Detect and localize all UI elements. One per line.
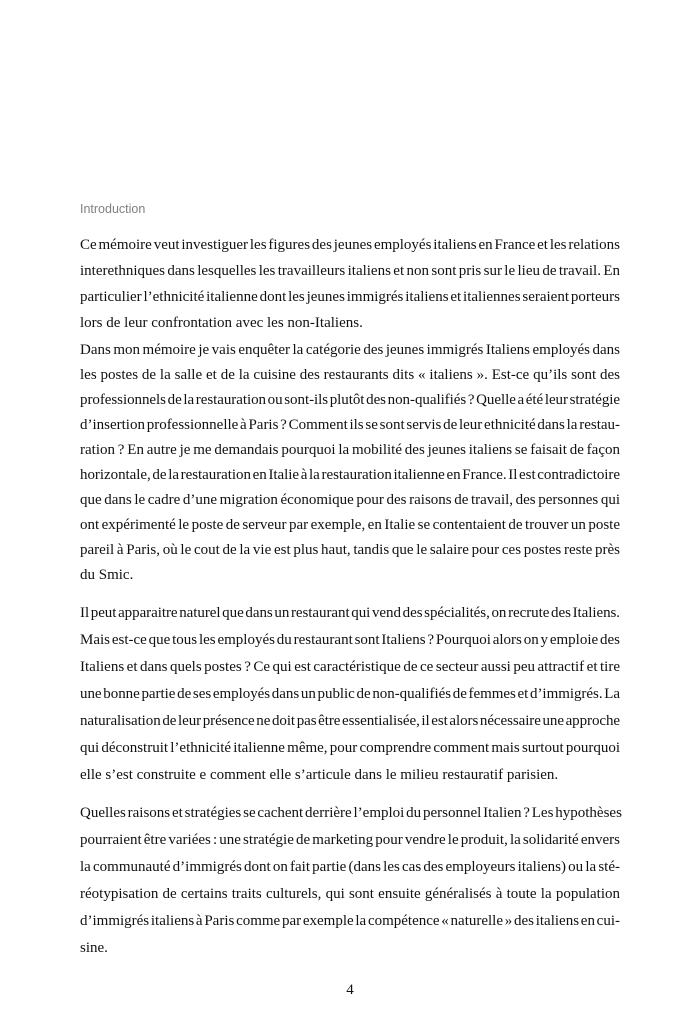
text-line: d’insertion professionnelle à Paris ? Comment ils se sont servis de leur ethnicité dans la restau- [80,417,620,433]
text-line: ration ? En autre je me demandais pourquoi la mobilité des jeunes italiens se faisait de façon [80,442,620,458]
text-line: lors de leur confrontation avec les non-Italiens. [80,315,363,331]
text-line: pourraient être variées : une stratégie de marketing pour vendre le produit, la solidarité envers [80,832,620,848]
text-line: que dans le cadre d’une migration économique pour des raisons de travail, des personnes qui [80,492,620,508]
page-number: 4 [346,982,354,998]
text-line: Ce mémoire veut investiguer les figures des jeunes employés italiens en France et les relations [80,237,620,253]
text-line: Quelles raisons et stratégies se cachent derrière l’emploi du personnel Italien ? Les hypothèses [80,805,622,821]
paragraph [80,232,620,336]
text-line: réotypisation de certains traits culturels, qui sont ensuite généralisés à toute la population [80,886,620,902]
text-line: une bonne partie de ses employés dans un public de non-qualifiés de femmes et d’immigrés. La [80,686,621,702]
paragraph [80,338,620,588]
text-line: Italiens et dans quels postes ? Ce qui est caractéristique de ce secteur aussi peu attractif et tire [80,659,620,675]
section-heading: Introduction [80,202,146,216]
text-line: la communauté d’immigrés dont on fait partie (dans les cas des employeurs italiens) ou la sté- [80,859,620,875]
text-line: particulier l’ethnicité italienne dont les jeunes immigrés italiens et italiennes seraient porteurs [80,289,620,305]
text-line: ont expérimenté le poste de serveur par exemple, en Italie se contentaient de trouver un poste [80,517,620,533]
text-line: les postes de la salle et de la cuisine des restaurants dits « italiens ». Est-ce qu’ils sont des [80,367,620,383]
paragraph [80,800,620,962]
text-line: pareil à Paris, où le cout de la vie est plus haut, tandis que le salaire pour ces postes reste près [80,542,620,558]
text-line: elle s’est construite e comment elle s’articule dans le milieu restauratif parisien. [80,767,559,783]
text-line: horizontale, de la restauration en Italie à la restauration italienne en France. Il est contradictoire [80,467,620,483]
text-line: d’immigrés italiens à Paris comme par exemple la compétence « naturelle » des italiens en cui- [80,913,620,929]
text-line: Mais est-ce que tous les employés du restaurant sont Italiens ? Pourquoi alors on y emploie des [80,632,620,648]
body-text [80,232,620,962]
text-line: qui déconstruit l’ethnicité italienne même, pour comprendre comment mais surtout pourquoi [80,740,620,756]
paragraph [80,600,620,789]
text-line: sine. [80,940,108,956]
text-line: professionnels de la restauration ou sont-ils plutôt des non-qualifiés ? Quelle a été leur stratégie [80,392,620,408]
text-line: Dans mon mémoire je vais enquêter la catégorie des jeunes immigrés Italiens employés dans [80,342,620,358]
text-line: naturalisation de leur présence ne doit pas être essentialisée, il est alors nécessaire une approche [80,713,620,729]
text-line: du Smic. [80,567,134,583]
text-line: Il peut apparaitre naturel que dans un restaurant qui vend des spécialités, on recrute des Italiens. [80,605,620,621]
text-line: interethniques dans lesquelles les travailleurs italiens et non sont pris sur le lieu de travail. En [80,263,620,279]
